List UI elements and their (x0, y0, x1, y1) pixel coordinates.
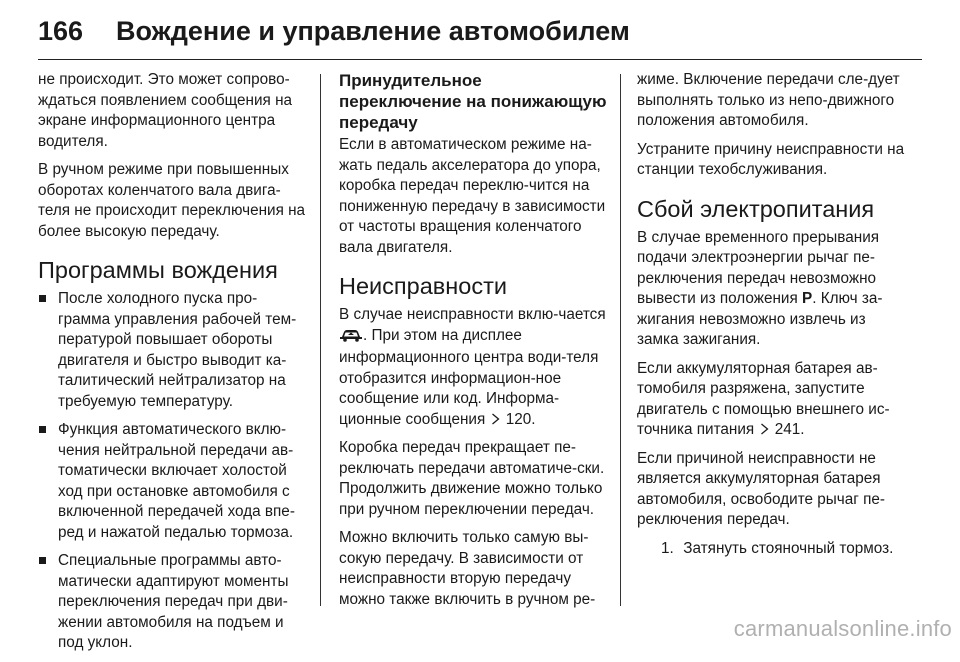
section-heading: Сбой электропитания (637, 195, 875, 222)
list-item: После холодного пуска про-грамма управления рабочей тем-пературой повышает обороты двигателя и быстро выводит ка-талитический нейтрализатор на требуемую температуру. (38, 289, 308, 412)
bullet-list (38, 289, 308, 654)
chapter-title: Вождение и управление автомобилем (116, 15, 630, 46)
page-reference-icon (490, 410, 502, 431)
paragraph: В случае неисправности вклю-чается . При этом на дисплее информационного центра води-теля отобразится информацион-ное сообщение или код. Информа-ционные сообщения 120. (339, 305, 607, 430)
page-header (38, 6, 922, 56)
bullet-icon (39, 557, 46, 564)
column-1 (38, 70, 308, 662)
paragraph: Устраните причину неисправности на станции техобслуживания. (637, 140, 905, 178)
column-divider (320, 74, 321, 606)
page-reference-icon (758, 420, 770, 441)
paragraph: В ручном режиме при повышенных оборотах коленчатого вала двига-теля не происходит переключения на более высокую передачу. (38, 161, 306, 240)
paragraph: не происходит. Это может сопрово-ждаться появлением сообщения на экране информационного центра водителя. (38, 71, 293, 150)
list-item: Функция автоматического вклю-чения нейтральной передачи ав-томатически включает холостой ход при остановке автомобиля с включенной передачей хода впе-ред и нажатой педалью тормоза. (38, 420, 308, 543)
paragraph: Если аккумуляторная батарея ав-томобиля разряжена, запустите двигатель с помощью внешнего ис-точника питания 241. (637, 359, 905, 441)
paragraph: В случае временного прерывания подачи электроэнергии рычаг пе-реключения передач невозможно вывести из положения P. Ключ за-жигания невозможно извлечь из замка зажигания. (637, 228, 883, 348)
paragraph: Можно включить только самую вы-сокую передачу. В зависимости от неисправности вторую передачу можно также включить в ручном ре- (339, 529, 596, 608)
paragraph: жиме. Включение передачи сле-дует выполнять только из непо-движного положения автомобиля. (637, 71, 900, 129)
bullet-icon (39, 426, 46, 433)
section-heading: Неисправности (339, 273, 507, 299)
column-2 (339, 70, 607, 618)
watermark: carmanualsonline.info (733, 616, 952, 641)
gear-position-label: P (802, 290, 813, 307)
page-number: 166 (38, 15, 84, 46)
section-heading: Программы вождения (38, 257, 278, 283)
column-3 (637, 70, 905, 559)
paragraph: Коробка передач прекращает пе-реключать передачи автоматиче-ски. Продолжить движение можно только при ручном переключении передач. (339, 439, 605, 518)
paragraph: Если причиной неисправности не является аккумуляторная батарея автомобиля, освободите рычаг пе-реключения передач. (637, 449, 885, 528)
page-reference[interactable]: 120. (505, 410, 536, 428)
subsection-heading: Принудительное переключение на понижающую передачу (339, 71, 607, 132)
header-rule (38, 59, 922, 60)
bullet-icon (39, 295, 46, 302)
car-warning-icon (339, 328, 363, 349)
list-item: 1. Затянуть стояночный тормоз. (661, 539, 894, 557)
numbered-list (637, 539, 905, 560)
column-divider (620, 74, 621, 606)
list-item: Специальные программы авто-матически адаптируют моменты переключения передач при дви-жении автомобиля на подъем и под уклон. (38, 551, 308, 654)
paragraph: Если в автоматическом режиме на-жать педаль акселератора до упора, коробка передач переклю-чится на пониженную передачу в зависимости от частоты вращения коленчатого вала двигателя. (339, 136, 606, 256)
page-reference[interactable]: 241. (774, 421, 805, 438)
